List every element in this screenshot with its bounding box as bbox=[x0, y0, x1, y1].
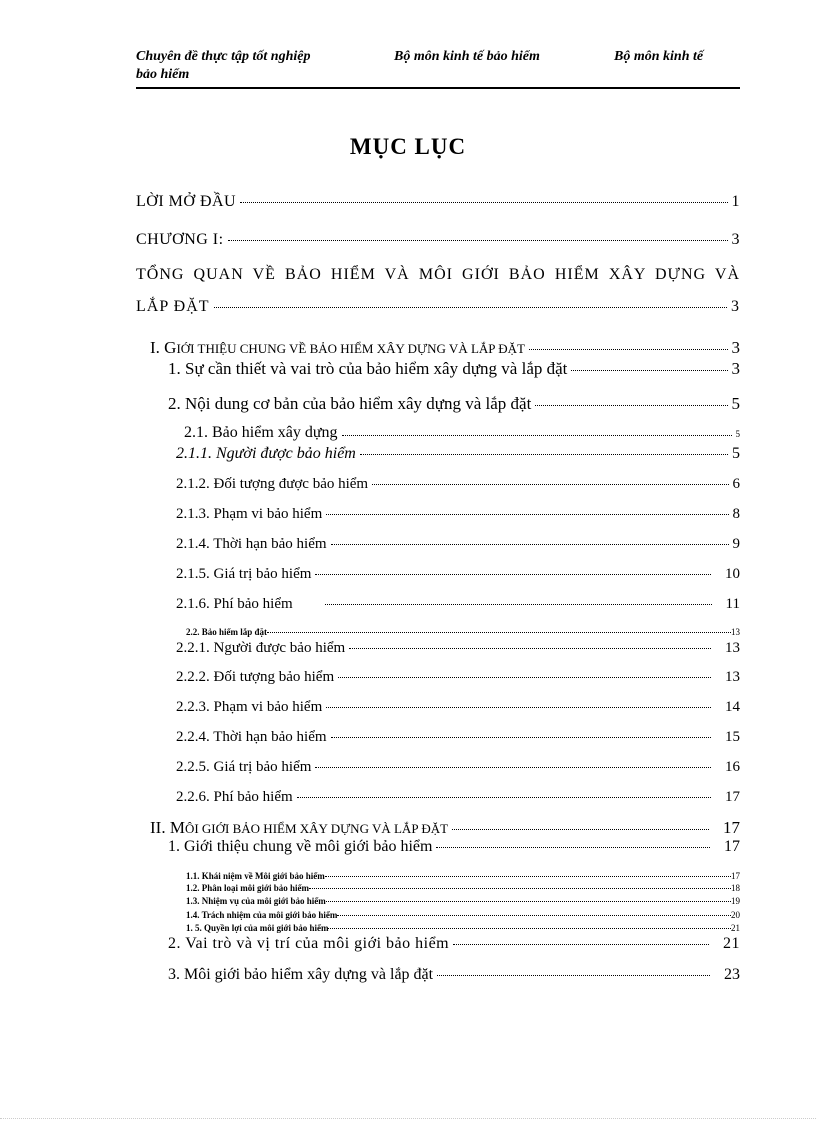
toc-entry-2-2-3[interactable]: 2.2.3. Phạm vi bảo hiểm 14 bbox=[176, 699, 740, 715]
toc-entry-2-2-5[interactable]: 2.2.5. Giá trị bảo hiểm 16 bbox=[176, 759, 740, 775]
toc-entry-overview-line2[interactable]: LẮP ĐẶT 3 bbox=[136, 298, 740, 315]
toc-entry-chapter-1[interactable]: CHƯƠNG I: 3 bbox=[136, 231, 740, 248]
toc-entry-1-3[interactable]: 1.3. Nhiệm vụ của môi giới bảo hiểm 19 bbox=[186, 896, 740, 906]
toc-entry-ii-2[interactable]: 2. Vai trò và vị trí của môi giới bảo hiểm 21 bbox=[168, 935, 740, 952]
toc-section-1[interactable]: I. GIỚI THIỆU CHUNG VỀ BẢO HIỂM XÂY DỰNG VÀ LẮP ĐẶT 3 bbox=[150, 338, 740, 357]
toc-entry-2-1-6[interactable]: 2.1.6. Phí bảo hiểm 11 bbox=[176, 596, 740, 612]
toc-entry-1[interactable]: 1. Sự cần thiết và vai trò của bảo hiểm xây dựng và lắp đặt 3 bbox=[168, 359, 740, 378]
toc-entry-overview-line1[interactable]: TỔNG QUAN VỀ BẢO HIỂM VÀ MÔI GIỚI BẢO HIỂM XÂY DỰNG VÀ bbox=[136, 266, 740, 283]
header-thesis-title: Chuyên đề thực tập tốt nghiệp bbox=[136, 49, 311, 64]
header-department: Bộ môn kinh tế bảo hiểm bbox=[394, 49, 540, 64]
toc-entry-1-4[interactable]: 1.4. Trách nhiệm của môi giới bảo hiểm 20 bbox=[186, 910, 740, 920]
toc-entry-2-2-1[interactable]: 2.2.1. Người được bảo hiểm 13 bbox=[176, 640, 740, 656]
toc-entry-1-2[interactable]: 1.2. Phân loại môi giới bảo hiểm 18 bbox=[186, 883, 740, 893]
header-department-right: Bộ môn kinh tế bbox=[614, 49, 704, 64]
toc-entry-intro[interactable]: LỜI MỞ ĐẦU 1 bbox=[136, 193, 740, 210]
toc-entry-2-2-6[interactable]: 2.2.6. Phí bảo hiểm 17 bbox=[176, 789, 740, 805]
toc-entry-2-1[interactable]: 2.1. Bảo hiểm xây dựng 5 bbox=[184, 424, 740, 441]
page-header bbox=[136, 48, 740, 89]
header-department-right-cont: bảo hiểm bbox=[136, 67, 190, 82]
page-title: MỤC LỤC bbox=[349, 134, 467, 159]
toc-entry-2-1-1[interactable]: 2.1.1. Người được bảo hiểm 5 bbox=[176, 445, 740, 462]
toc-entry-1-5[interactable]: 1. 5. Quyền lợi của môi giới bảo hiểm 21 bbox=[186, 923, 740, 933]
page-bottom-divider bbox=[0, 1118, 816, 1119]
toc-entry-2-1-3[interactable]: 2.1.3. Phạm vi bảo hiểm 8 bbox=[176, 506, 740, 522]
toc-entry-2[interactable]: 2. Nội dung cơ bản của bảo hiểm xây dựng và lắp đặt 5 bbox=[168, 394, 740, 413]
toc-entry-2-2-4[interactable]: 2.2.4. Thời hạn bảo hiểm 15 bbox=[176, 729, 740, 745]
toc-entry-2-1-4[interactable]: 2.1.4. Thời hạn bảo hiểm 9 bbox=[176, 536, 740, 552]
toc-entry-ii-3[interactable]: 3. Môi giới bảo hiểm xây dựng và lắp đặt 23 bbox=[168, 966, 740, 983]
toc-entry-1-1[interactable]: 1.1. Khái niệm về Môi giới bảo hiểm 17 bbox=[186, 871, 740, 881]
toc-entry-2-2[interactable]: 2.2. Bảo hiểm lắp đặt 13 bbox=[186, 627, 740, 637]
toc-entry-ii-1[interactable]: 1. Giới thiệu chung về môi giới bảo hiểm 17 bbox=[168, 838, 740, 855]
toc-section-2[interactable]: II. MÔI GIỚI BẢO HIỂM XÂY DỰNG VÀ LẮP ĐẶT 17 bbox=[150, 818, 740, 837]
toc-entry-2-1-2[interactable]: 2.1.2. Đối tượng được bảo hiểm 6 bbox=[176, 476, 740, 492]
toc-entry-2-1-5[interactable]: 2.1.5. Giá trị bảo hiểm 10 bbox=[176, 566, 740, 582]
toc-entry-2-2-2[interactable]: 2.2.2. Đối tượng bảo hiểm 13 bbox=[176, 669, 740, 685]
